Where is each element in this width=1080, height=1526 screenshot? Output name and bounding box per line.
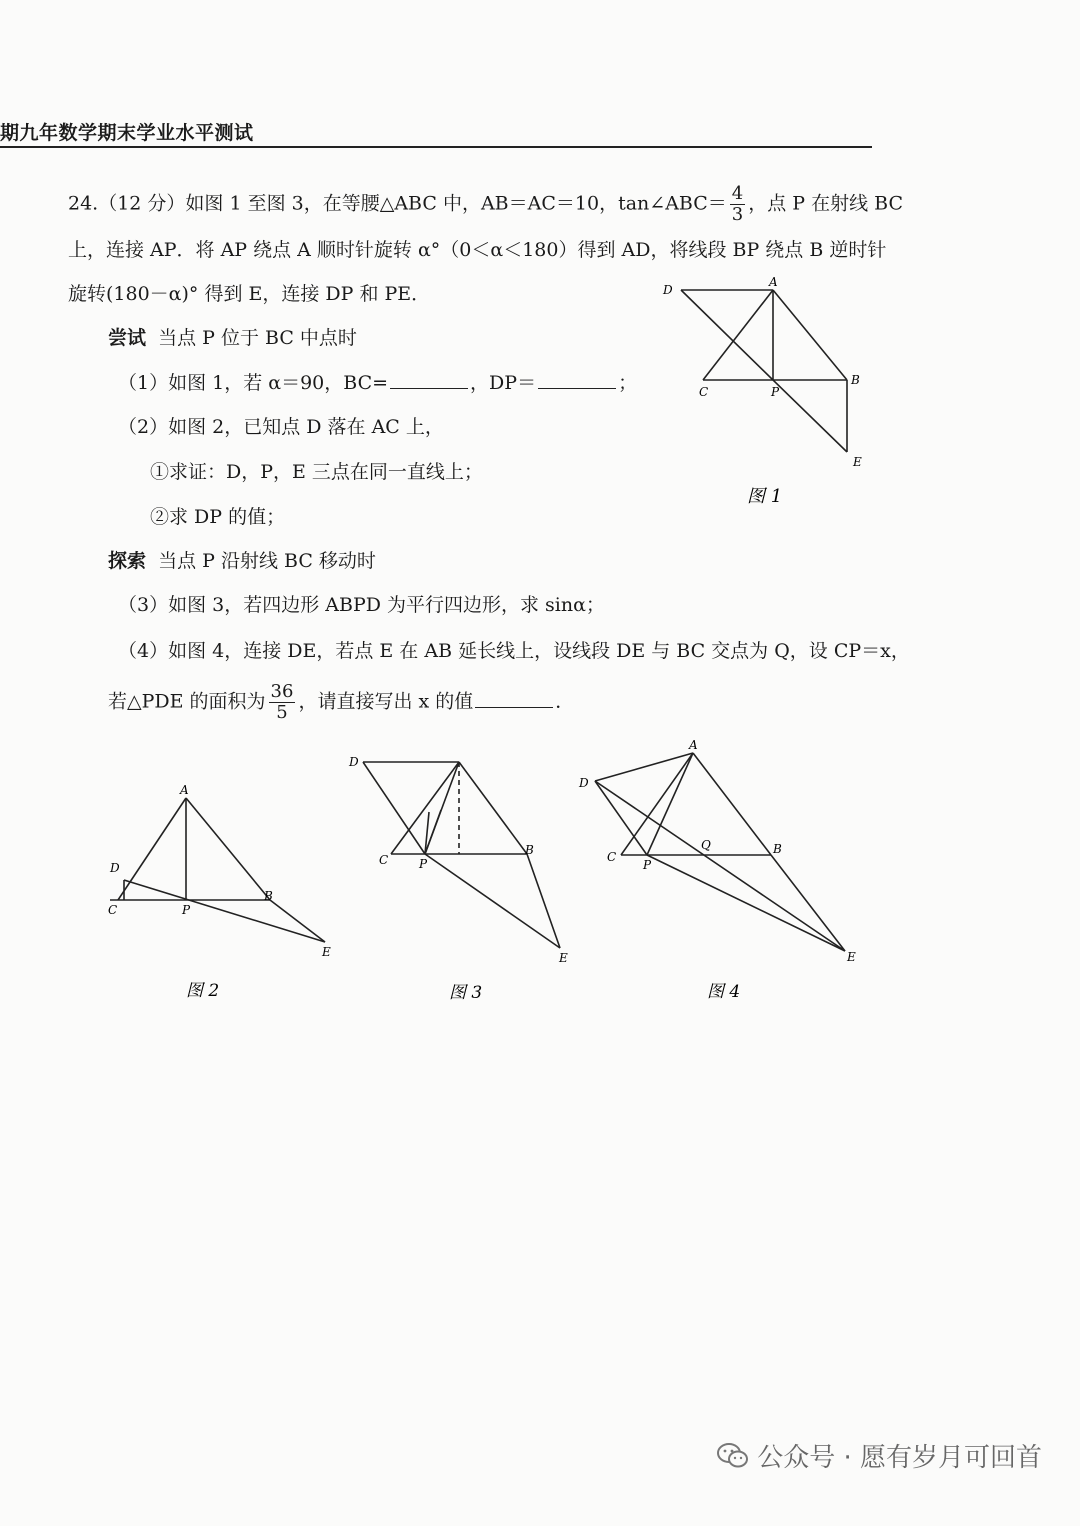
fig4-label-q: Q — [701, 838, 711, 852]
fig4-segment-dp — [595, 781, 647, 855]
fig1-label-a: A — [769, 275, 778, 289]
question-4-period: ． — [555, 690, 575, 713]
fig4-label-d: D — [579, 776, 589, 790]
fig2-label-a: A — [180, 783, 189, 797]
fig3-label-b: B — [525, 843, 534, 857]
fig4-caption: 图 4 — [707, 982, 741, 1002]
fig4-label-c: C — [607, 850, 617, 864]
answer-blank-dp[interactable] — [538, 370, 616, 389]
explore-text: 当点 P 沿射线 BC 移动时 — [158, 550, 376, 572]
fig1-segment-ab — [773, 290, 847, 380]
fig2-segment-be — [270, 900, 325, 942]
fig4-segment-da — [595, 753, 693, 781]
watermark — [717, 1437, 1042, 1474]
tan-fraction-denominator: 3 — [731, 204, 744, 225]
exam-header-title: 期九年数学期末学业水平测试 — [0, 122, 254, 144]
fig4-segment-ap — [647, 753, 693, 855]
fig3-segment-ac — [391, 762, 459, 854]
figure-2 — [100, 780, 350, 1015]
question-2b: ②求 DP 的值； — [150, 506, 286, 528]
try-text: 当点 P 位于 BC 中点时 — [158, 327, 357, 349]
question-1-end: ； — [618, 372, 638, 394]
question-2: （2）如图 2，已知点 D 落在 AC 上， — [118, 416, 444, 438]
fig1-label-p: P — [771, 385, 780, 399]
problem-line-2: 上，连接 AP．将 AP 绕点 A 顺时针旋转 α°（0＜α＜180）得到 AD，将线段 BP 绕点 B 逆时针 — [68, 239, 887, 261]
tan-fraction-numerator: 4 — [731, 183, 744, 204]
question-1 — [118, 370, 637, 396]
fig2-caption: 图 2 — [186, 981, 220, 1001]
header-divider — [0, 146, 872, 148]
try-section — [108, 325, 357, 351]
area-fraction — [269, 682, 296, 723]
fig4-segment-de — [595, 781, 845, 951]
problem-line-3: 旋转(180－α)° 得到 E，连接 DP 和 PE． — [68, 283, 431, 305]
area-fraction-denominator: 5 — [276, 702, 288, 723]
problem-line-1-text: 24.（12 分）如图 1 至图 3，在等腰△ABC 中，AB＝AC＝10，tan∠ABC＝ — [68, 192, 727, 215]
fig1-segment-pe — [773, 380, 847, 452]
fig1-caption: 图 1 — [747, 486, 783, 507]
question-4-text-end: ，请直接写出 x 的值 — [298, 690, 474, 713]
fig3-label-c: C — [379, 853, 389, 867]
fig4-label-b: B — [773, 842, 782, 856]
fig3-segment-be — [527, 854, 560, 948]
question-4-line-1: （4）如图 4，连接 DE，若点 E 在 AB 延长线上，设线段 DE 与 BC 交点为 Q，设 CP＝x， — [118, 640, 910, 662]
answer-blank-bc[interactable] — [390, 370, 468, 389]
question-3: （3）如图 3，若四边形 ABPD 为平行四边形，求 sinα； — [118, 594, 605, 616]
question-4-text: 若△PDE 的面积为 — [108, 690, 266, 713]
question-1-text: （1）如图 1，若 α＝90，BC= — [118, 372, 389, 394]
fig3-segment-pe — [425, 854, 560, 948]
fig1-segment-dp — [681, 290, 773, 380]
question-2a: ①求证：D，P，E 三点在同一直线上； — [150, 461, 483, 483]
figure-4 — [575, 735, 865, 1010]
fig1-label-d: D — [663, 283, 673, 297]
fig2-segment-ab — [186, 798, 270, 900]
fig3-segment-dp — [363, 762, 425, 854]
try-label: 尝试 — [108, 327, 147, 349]
fig4-label-p: P — [643, 858, 652, 872]
fig2-label-p: P — [182, 903, 191, 917]
problem-line-1 — [68, 184, 903, 225]
figure-3 — [345, 752, 595, 1012]
question-1-mid: ，DP＝ — [470, 372, 537, 394]
fig3-label-e: E — [559, 951, 568, 965]
fig2-label-b: B — [264, 889, 273, 903]
fig2-label-d: D — [110, 861, 120, 875]
problem-line-1-end: ，点 P 在射线 BC — [748, 192, 903, 215]
explore-section — [108, 548, 376, 574]
answer-blank-x[interactable] — [475, 689, 553, 708]
explore-label: 探索 — [108, 550, 147, 572]
fig3-caption: 图 3 — [449, 983, 483, 1003]
area-fraction-numerator: 36 — [270, 681, 294, 702]
fig1-label-b: B — [851, 373, 860, 387]
tan-fraction — [730, 184, 745, 225]
fig4-label-e: E — [847, 950, 856, 964]
fig2-label-c: C — [108, 903, 118, 917]
fig4-segment-pe — [647, 855, 845, 951]
fig2-segment-de — [124, 880, 325, 942]
fig4-label-a: A — [689, 738, 698, 752]
fig2-segment-ac — [118, 798, 186, 900]
fig1-label-e: E — [853, 455, 862, 469]
fig4-segment-be — [771, 855, 845, 951]
figure-1 — [655, 272, 875, 512]
question-4-line-2 — [108, 682, 574, 723]
fig3-label-d: D — [349, 755, 359, 769]
fig1-segment-ac — [703, 290, 773, 380]
fig3-segment-ab — [459, 762, 527, 854]
fig1-label-c: C — [699, 385, 709, 399]
watermark-text: 公众号 · 愿有岁月可回首 — [757, 1443, 1042, 1473]
fig2-label-e: E — [322, 945, 331, 959]
fig3-label-p: P — [419, 857, 428, 871]
wechat-icon — [717, 1442, 749, 1470]
